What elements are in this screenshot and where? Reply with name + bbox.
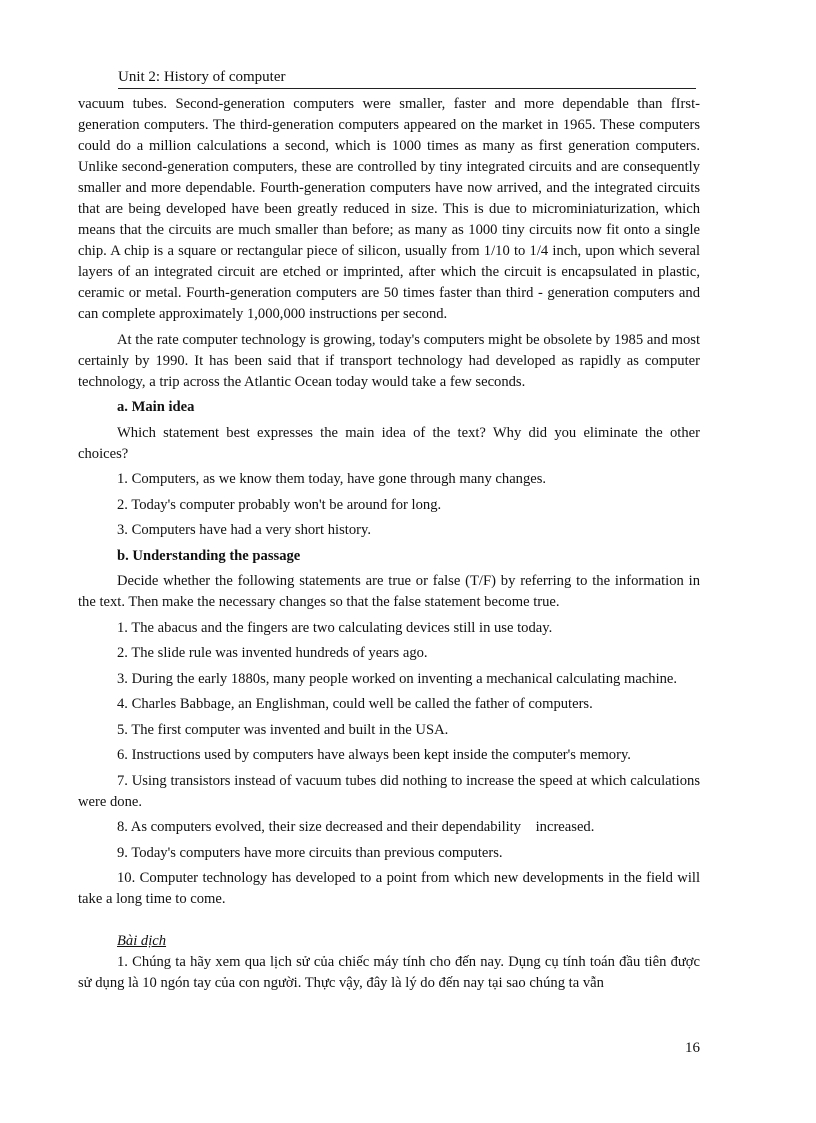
- statement-item: 7. Using transistors instead of vacuum tubes did nothing to increase the speed at which calculations were done.: [78, 772, 700, 810]
- main-idea-choice: 2. Today's computer probably won't be around for long.: [117, 496, 442, 513]
- understanding-instructions: Decide whether the following statements are true or false (T/F) by referring to the information in the text. Then make the necessary changes so that the false statement become true.: [78, 573, 700, 610]
- blank-line: [78, 910, 700, 931]
- statement-item: 2. The slide rule was invented hundreds of years ago.: [117, 645, 428, 661]
- statement-item: 8. As computers evolved, their size decreased and their dependability increased.: [117, 819, 595, 835]
- statement-item: 5. The first computer was invented and built in the USA.: [117, 721, 449, 738]
- statement-item: 9. Today's computers have more circuits than previous computers.: [117, 844, 503, 861]
- passage-paragraph: vacuum tubes. Second-generation computers were smaller, faster and more dependable than fIrst-generation computers. The third-generation computers appeared on the market in 1965. These computers could do a million calculations a second, which is 1000 times as many as first generation computers. Unlike second-generation computers, these are controlled by tiny integrated circuits and are consequently smaller and more dependable. Fourth-generation computers have now arrived, and the integrated circuits that are being developed have been greatly reduced in size. This is due to microminiaturization, which means that the circuits are much smaller than before; as many as 1000 tiny circuits now fit onto a single chip. A chip is a square or rectangular piece of silicon, usually from 1/10 to 1/4 inch, upon which several layers of an integrated circuit are etched or imprinted, after which the circuit is encapsulated in plastic, ceramic or metal. Fourth-generation computers are 50 times faster than third - generation computers and can complete approximately 1,000,000 instructions per second.: [78, 96, 700, 322]
- statement-item: 6. Instructions used by computers have always been kept inside the computer's memory.: [117, 747, 631, 763]
- statement-item: 4. Charles Babbage, an Englishman, could well be called the father of computers.: [117, 696, 593, 712]
- main-idea-choice: 1. Computers, as we know them today, have gone through many changes.: [117, 471, 547, 487]
- main-idea-choice: 3. Computers have had a very short history.: [117, 522, 371, 538]
- statement-item: 3. During the early 1880s, many people worked on inventing a mechanical calculating machine.: [117, 670, 678, 687]
- translation-paragraph: 1. Chúng ta hãy xem qua lịch sử của chiếc máy tính cho đến nay. Dụng cụ tính toán đầu tiên được sử dụng là 10 ngón tay của con người. Thực vậy, đây là lý do đến nay tại sao chúng ta vẫn: [78, 954, 700, 991]
- translation-heading-text: Bài dịch: [117, 933, 167, 949]
- running-header: [118, 66, 696, 89]
- statement-item: 1. The abacus and the fingers are two calculating devices still in use today.: [117, 619, 553, 636]
- section-heading-understanding: b. Understanding the passage: [117, 547, 301, 564]
- passage-paragraph: At the rate computer technology is growing, today's computers might be obsolete by 1985 and most certainly by 1990. It has been said that if transport technology had developed as rapidly as computer technology, a trip across the Atlantic Ocean today would take a few seconds.: [78, 331, 700, 390]
- header-title: Unit 2: History of computer: [118, 69, 286, 85]
- page-number: 16: [685, 1040, 700, 1056]
- main-idea-question: Which statement best expresses the main idea of the text? Why did you eliminate the other choices?: [78, 424, 700, 462]
- page-body: [78, 94, 700, 994]
- statement-item: 10. Computer technology has developed to a point from which new developments in the field will take a long time to come.: [78, 870, 700, 907]
- translation-heading: [78, 931, 700, 952]
- section-heading-main-idea: a. Main idea: [117, 399, 195, 415]
